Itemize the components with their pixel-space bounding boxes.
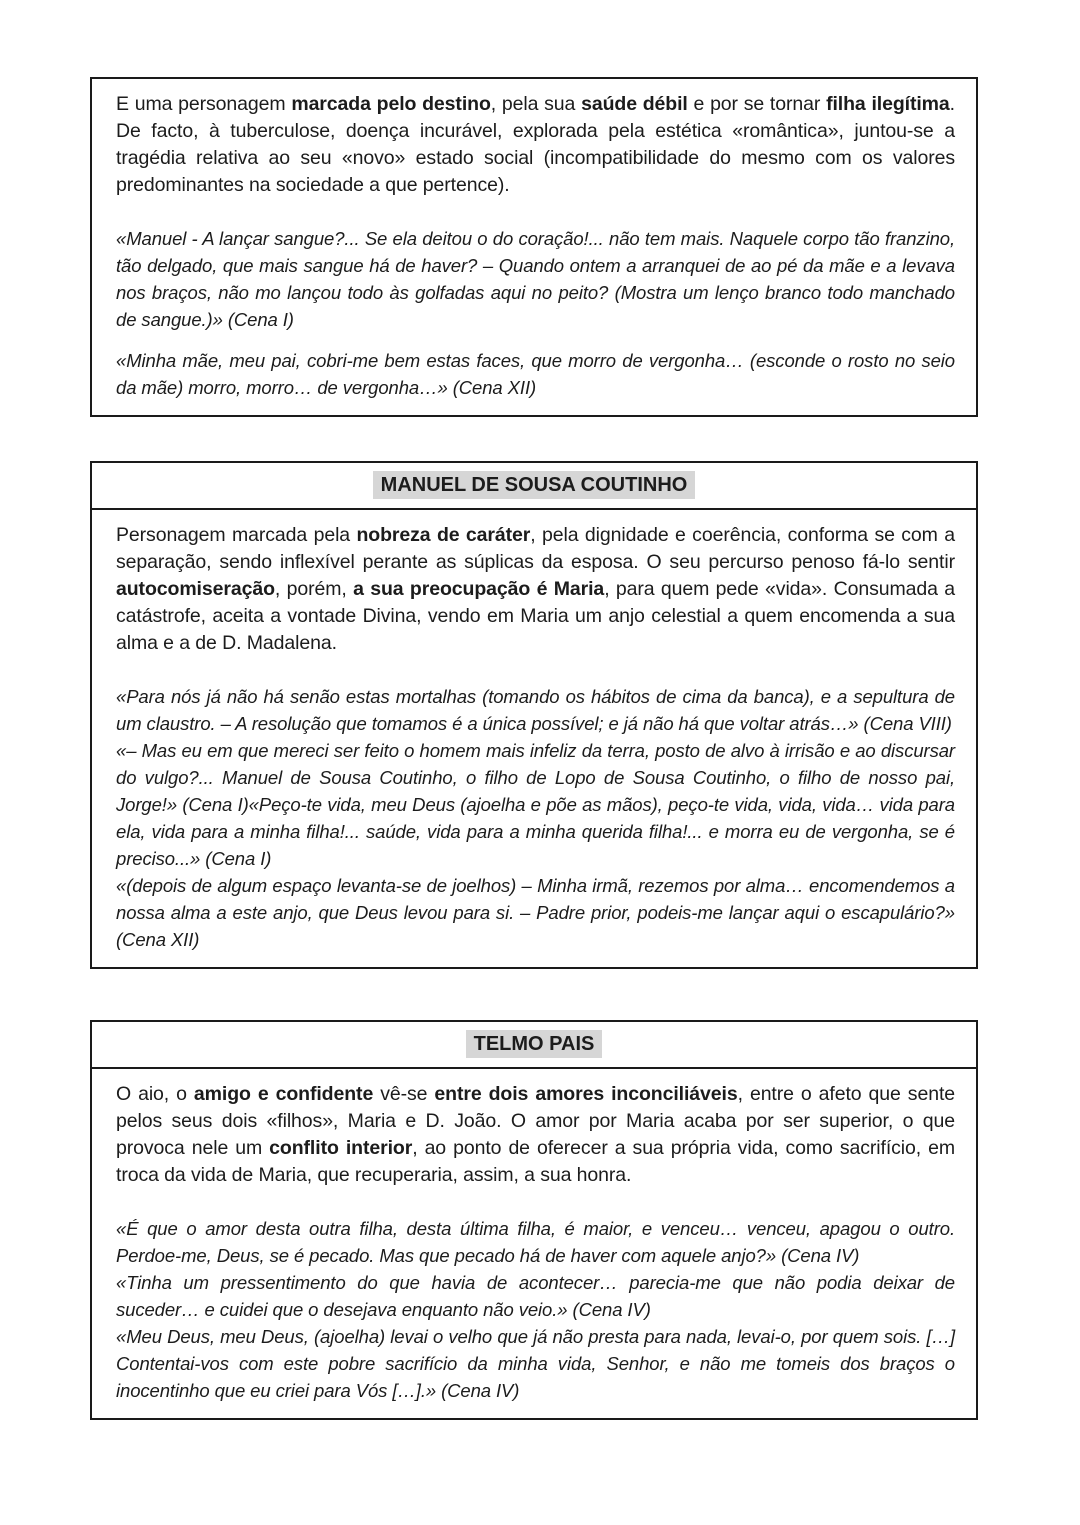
text-run: e por se tornar: [687, 93, 827, 115]
bold-text-run: conflito interior: [269, 1137, 413, 1159]
text-run: , porém,: [274, 578, 354, 600]
section-title: TELMO PAIS: [466, 1030, 603, 1058]
section-manuel-body: [92, 510, 976, 967]
bold-text-run: filha ilegítima: [826, 93, 950, 115]
quote-block: [116, 1215, 955, 1404]
text-run: , entre o afeto que sente pelos seus dois «filhos», Maria e D. João. O amor por Maria acaba por ser superior, o que provoca nele um: [116, 1083, 956, 1159]
quote-paragraph: «Meu Deus, meu Deus, (ajoelha) levai o velho que já não presta para nada, levai-o, por quem sois. […] Contentai-vos com este pobre sacrifício da minha vida, Senhor, e não me tomeis dos braços o inocentinho que eu criei para Vós […].» (Cena IV): [116, 1326, 955, 1401]
section-telmo-pais: [90, 1020, 978, 1420]
quote-paragraph: «Minha mãe, meu pai, cobri-me bem estas faces, que morro de vergonha… (esconde o rosto no seio da mãe) morro, morro… de vergonha…» (Cena XII): [116, 350, 955, 398]
quote-paragraph: «É que o amor desta outra filha, desta última filha, é maior, e venceu… venceu, apagou o outro. Perdoe-me, Deus, se é pecado. Mas que pecado há de haver com aquele anjo?» (Cena IV): [116, 1218, 955, 1266]
character-description: [116, 91, 955, 199]
section-manuel-de-sousa-coutinho: [90, 461, 978, 969]
bold-text-run: amigo e confidente: [193, 1083, 374, 1105]
character-description: [116, 522, 955, 657]
section-header: [92, 463, 976, 510]
section-telmo-body: [92, 1069, 976, 1418]
character-description: [116, 1081, 955, 1189]
text-run: O aio, o: [116, 1083, 194, 1105]
quote-block: [116, 683, 955, 953]
text-run: Personagem marcada pela: [116, 524, 357, 546]
text-run: , pela sua: [490, 93, 582, 115]
text-run: . De facto, à tuberculose, doença incurável, explorada pela estética «romântica», juntou-se a tragédia relativa ao seu «novo» estado social (incompatibilidade do mesmo com os valores predominantes na sociedade a que pertence).: [116, 93, 955, 196]
bold-text-run: marcada pelo destino: [291, 93, 491, 115]
bold-text-run: autocomiseração: [116, 578, 275, 600]
text-run: vê-se: [373, 1083, 435, 1105]
bold-text-run: saúde débil: [581, 93, 688, 115]
quote-paragraph: «(depois de algum espaço levanta-se de joelhos) – Minha irmã, rezemos por alma… encomendemos a nossa alma a este anjo, que Deus levou para si. – Padre prior, podeis-me lançar aqui o escapulário?» (Cena XII): [116, 875, 955, 950]
section-header: [92, 1022, 976, 1069]
text-run: , pela dignidade e coerência, conforma se com a separação, sendo inflexível perante as súplicas da esposa. O seu percurso penoso fá-lo sentir: [116, 524, 955, 573]
quote-paragraph: «– Mas eu em que mereci ser feito o homem mais infeliz da terra, posto de alvo à irrisão e ao discursar do vulgo?... Manuel de Sousa Coutinho, o filho de Lopo de Sousa Coutinho, o filho de nosso pai, Jorge!» (Cena I)«Peço-te vida, meu Deus (ajoelha e põe as mãos), peço-te vida, vida, vida… vida para ela, vida para a minha filha!... saúde, vida para a minha querida filha!... e morra eu de vergonha, se é preciso...» (Cena I): [116, 740, 955, 869]
section-maria-body: [92, 79, 976, 415]
quote-paragraph: «Tinha um pressentimento do que havia de acontecer… parecia-me que não podia deixar de suceder… e cuidei que o desejava enquanto não veio.» (Cena IV): [116, 1272, 955, 1320]
section-title: MANUEL DE SOUSA COUTINHO: [373, 471, 696, 499]
quote-paragraph: «Para nós já não há senão estas mortalhas (tomando os hábitos de cima da banca), e a sepultura de um claustro. – A resolução que tomamos é a única possível; e já não há que voltar atrás…» (Cena VIII): [116, 686, 955, 734]
bold-text-run: nobreza de caráter: [356, 524, 531, 546]
bold-text-run: entre dois amores inconciliáveis: [434, 1083, 738, 1105]
text-run: , ao ponto de oferecer a sua própria vida, como sacrifício, em troca da vida de Maria, que recuperaria, assim, a sua honra.: [116, 1137, 956, 1186]
quote-paragraph: «Manuel - A lançar sangue?... Se ela deitou o do coração!... não tem mais. Naquele corpo tão franzino, tão delgado, que mais sangue há de haver? – Quando ontem a arranquei de ao pé da mãe e a levava nos braços, não mo lançou todo às golfadas aqui no peito? (Mostra um lenço branco todo manchado de sangue.)» (Cena I): [116, 228, 955, 330]
quote-block: [116, 225, 955, 401]
text-run: , para quem pede «vida». Consumada a catástrofe, aceita a vontade Divina, vendo em Maria um anjo celestial a quem encomenda a sua alma e a de D. Madalena.: [116, 578, 956, 654]
section-maria: [90, 77, 978, 417]
text-run: E uma personagem: [116, 93, 292, 115]
bold-text-run: a sua preocupação é Maria: [353, 578, 605, 600]
